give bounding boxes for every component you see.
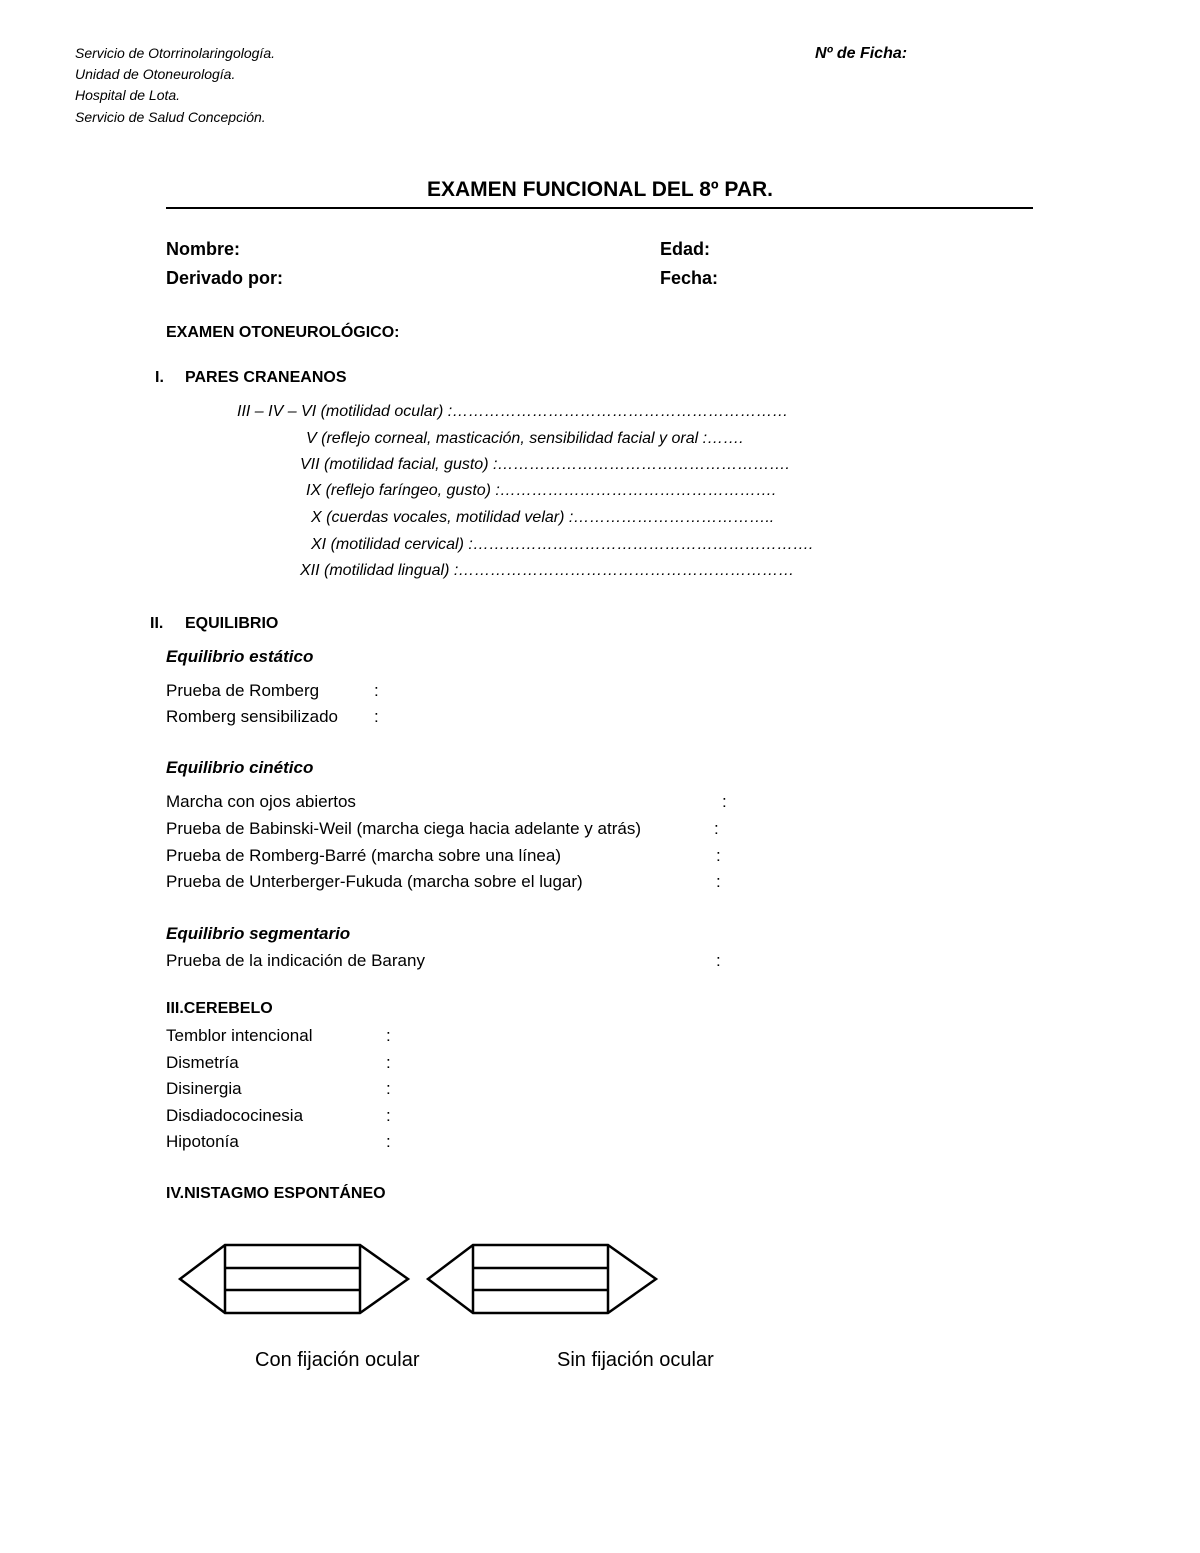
cranial-nerve-line: XII (motilidad lingual) :……………………………………………………… <box>300 562 795 579</box>
colon: : <box>386 1026 391 1045</box>
test-label: Temblor intencional <box>166 1026 313 1045</box>
cranial-nerve-line: III – IV – VI (motilidad ocular) :……………………………………………………… <box>237 403 789 420</box>
cranial-nerve-line: VII (motilidad facial, gusto) :………………………………………………. <box>300 456 790 473</box>
test-label: Prueba de Babinski-Weil (marcha ciega hacia adelante y atrás) <box>166 819 641 838</box>
test-label: Prueba de Romberg <box>166 681 320 700</box>
nystagmus-diagram-with-fixation <box>180 1245 408 1313</box>
document-title: EXAMEN FUNCIONAL DEL 8º PAR. <box>426 178 774 201</box>
test-label: Prueba de Romberg-Barré (marcha sobre una línea) <box>166 846 561 865</box>
test-label: Dismetría <box>166 1053 239 1072</box>
colon: : <box>374 681 379 700</box>
test-label: Hipotonía <box>166 1132 239 1151</box>
section-title: III.CEREBELO <box>166 1000 273 1017</box>
subsection-title: Equilibrio cinético <box>166 758 314 777</box>
subsection-title: Equilibrio estático <box>166 647 314 666</box>
test-label: Prueba de la indicación de Barany <box>166 951 425 970</box>
colon: : <box>716 951 721 970</box>
section-title: IV.NISTAGMO ESPONTÁNEO <box>166 1185 386 1202</box>
fecha-label: Fecha: <box>660 268 719 288</box>
ficha-label: Nº de Ficha: <box>815 45 908 62</box>
colon: : <box>716 846 721 865</box>
institution-line: Unidad de Otoneurología. <box>75 66 236 82</box>
cranial-nerve-line: X (cuerdas vocales, motilidad velar) :……………………………….. <box>311 509 775 526</box>
colon: : <box>386 1132 391 1151</box>
nombre-label: Nombre: <box>166 239 241 259</box>
section-number: II. <box>150 615 164 632</box>
institution-line: Hospital de Lota. <box>75 87 181 103</box>
section-title: PARES CRANEANOS <box>185 369 347 386</box>
colon: : <box>374 707 379 726</box>
colon: : <box>716 872 721 891</box>
edad-label: Edad: <box>660 239 711 259</box>
cranial-nerve-line: XI (motilidad cervical) :………………………………………………………. <box>311 536 814 553</box>
colon: : <box>722 792 727 811</box>
derivado-label: Derivado por: <box>166 268 284 288</box>
cranial-nerve-line: V (reflejo corneal, masticación, sensibilidad facial y oral :……. <box>306 430 744 447</box>
exam-heading: EXAMEN OTONEUROLÓGICO: <box>166 324 400 341</box>
section-number: I. <box>155 369 164 386</box>
institution-line: Servicio de Salud Concepción. <box>75 109 266 125</box>
test-label: Marcha con ojos abiertos <box>166 792 356 811</box>
section-title: EQUILIBRIO <box>185 615 279 632</box>
test-label: Prueba de Unterberger-Fukuda (marcha sobre el lugar) <box>166 872 583 891</box>
subsection-title: Equilibrio segmentario <box>166 924 351 943</box>
caption-without-fixation: Sin fijación ocular <box>557 1349 714 1371</box>
colon: : <box>386 1106 391 1125</box>
colon: : <box>714 819 719 838</box>
nystagmus-diagram-without-fixation <box>428 1245 656 1313</box>
colon: : <box>386 1079 391 1098</box>
test-label: Romberg sensibilizado <box>166 707 338 726</box>
cranial-nerve-line: IX (reflejo faríngeo, gusto) :……………………………………………. <box>306 482 777 499</box>
test-label: Disinergia <box>166 1079 242 1098</box>
test-label: Disdiadococinesia <box>166 1106 304 1125</box>
colon: : <box>386 1053 391 1072</box>
caption-with-fixation: Con fijación ocular <box>255 1349 420 1371</box>
institution-line: Servicio de Otorrinolaringología. <box>75 45 275 61</box>
